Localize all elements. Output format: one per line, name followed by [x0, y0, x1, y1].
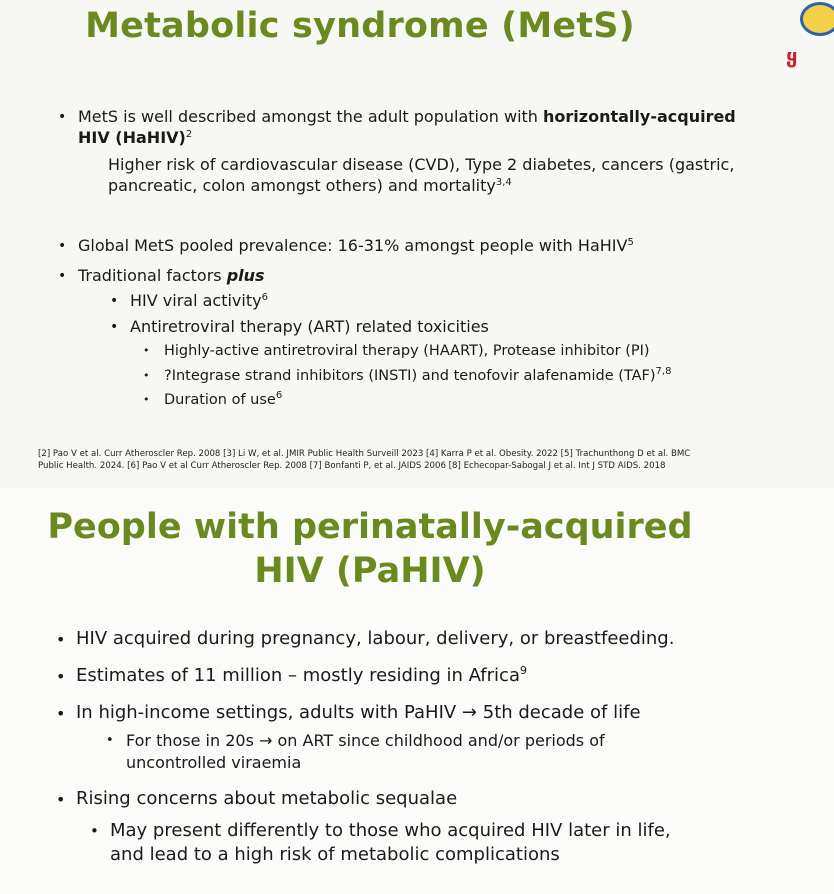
bullet-marker: •	[56, 667, 66, 686]
slide1-sub-1-line2: pancreatic, colon amongst others) and mortality$^{3,4}$	[108, 176, 512, 195]
bullet-marker: •	[58, 238, 67, 254]
slide2-bullet-2: Estimates of 11 million – mostly residing in Africa$^9$	[76, 664, 527, 686]
slide1-bullet-3b: Antiretroviral therapy (ART) related toxicities	[130, 317, 489, 336]
slide2-title-line-2: HIV (PaHIV)	[254, 551, 486, 591]
slide1-bullet-2: Global MetS pooled prevalence: 16-31% amongst people with HaHIV$^5$	[78, 236, 634, 255]
slide1-bullet-3b1: Highly-active antiretroviral therapy (HAART), Protease inhibitor (PI)	[164, 343, 650, 359]
slide1-title: Metabolic syndrome (MetS)	[85, 6, 635, 46]
bullet-marker: •	[110, 293, 119, 309]
references	[38, 448, 818, 472]
slide1-sub-1-line1: Higher risk of cardiovascular disease (CVD), Type 2 diabetes, cancers (gastric,	[108, 155, 735, 174]
slide2-title	[0, 505, 740, 593]
references-line-1: [2] Pao V et al. Curr Atheroscler Rep. 2008 [3] Li W, et al. JMIR Public Health Surveill 2023 [4] Karra P et al. Obesity. 2022 [5] Trachunthong D et al. BMC	[38, 449, 691, 459]
bullet-marker: •	[56, 704, 66, 723]
bullet-marker: •	[58, 109, 67, 125]
bullet-marker: •	[143, 369, 150, 382]
slide2-bullet-3a-line1: For those in 20s → on ART since childhood and/or periods of	[126, 731, 605, 750]
slide2-bullet-3: In high-income settings, adults with PaHIV → 5th decade of life	[76, 702, 641, 723]
slide2-bullet-1: HIV acquired during pregnancy, labour, delivery, or breastfeeding.	[76, 628, 675, 649]
slide2-bullet-3a-line2: uncontrolled viraemia	[126, 753, 302, 772]
slide2-title-line-1: People with perinatally-acquired	[47, 507, 693, 547]
slide1-bullet-1: MetS is well described amongst the adult population with horizontally-acquired	[78, 107, 736, 126]
red-ribbon-icon: ყ	[786, 44, 798, 68]
bullet-marker: •	[143, 344, 150, 357]
bullet-marker: •	[110, 319, 119, 335]
references-line-2: Public Health. 2024. [6] Pao V et al Curr Atheroscler Rep. 2008 [7] Bonfanti P, et al. JAIDS 2006 [8] Echecopar-Sabogal J et al. Int J STD AIDS. 2018	[38, 461, 666, 471]
slide1-bullet-3: Traditional factors plus	[78, 266, 265, 285]
slide2-bullet-4: Rising concerns about metabolic sequalae	[76, 788, 458, 809]
slide1-bullet-3b3: Duration of use$^6$	[164, 390, 283, 408]
slide2-bullet-4a-line2: and lead to a high risk of metabolic complications	[110, 844, 560, 865]
bullet-marker: •	[143, 393, 150, 406]
bullet-marker: •	[56, 630, 66, 649]
bullet-marker: •	[106, 733, 114, 748]
slide1-bullet-3a: HIV viral activity$^6$	[130, 291, 268, 310]
slide1-bullet-3b2: ?Integrase strand inhibitors (INSTI) and tenofovir alafenamide (TAF)$^{7,8}$	[164, 366, 672, 384]
bullet-marker: •	[58, 268, 67, 284]
slide1-bullet-1-cont: HIV (HaHIV)$^2$	[78, 128, 193, 147]
bullet-marker: •	[56, 790, 66, 809]
slide2-bullet-4a-line1: May present differently to those who acquired HIV later in life,	[110, 820, 671, 841]
bullet-marker: •	[90, 822, 99, 840]
conference-logo-icon	[800, 2, 834, 36]
